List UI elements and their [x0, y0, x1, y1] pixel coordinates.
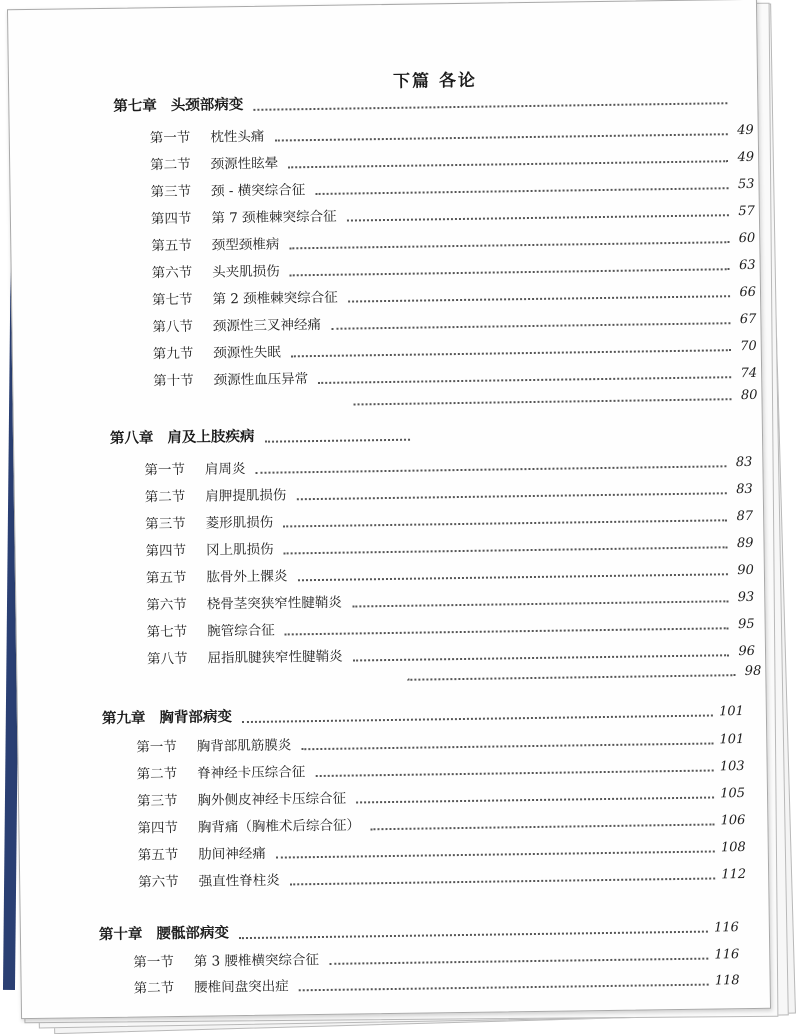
dot-leader [354, 398, 732, 405]
page-number: 66 [739, 284, 757, 301]
toc-page [7, 0, 771, 1019]
page-number: 106 [720, 813, 746, 829]
trailing-entry [153, 388, 757, 411]
dot-leader [274, 133, 727, 141]
section-label: 第六节 [151, 264, 193, 282]
section-title: 颈源性血压异常 [213, 371, 309, 389]
chapter-heading[interactable] [99, 914, 739, 944]
page-number: 101 [718, 704, 744, 720]
section-entry[interactable] [152, 280, 756, 308]
dot-leader [353, 654, 729, 661]
section-label: 第三节 [150, 183, 192, 201]
chapter-label: 第九章 [101, 710, 146, 728]
section-entry[interactable] [145, 477, 753, 505]
page-number: 118 [714, 973, 740, 989]
dot-leader [407, 674, 735, 681]
page-number: 89 [736, 535, 754, 552]
section-title: 颈源性失眠 [213, 344, 281, 362]
section-title: 胸外侧皮神经卡压综合征 [197, 790, 347, 809]
dot-leader [291, 349, 731, 357]
chapter-label: 第七章 [113, 98, 157, 115]
chapter-name: 肩及上肢疾病 [167, 428, 255, 447]
section-entry[interactable] [152, 307, 756, 335]
section-entry[interactable] [152, 253, 756, 281]
page-number: 96 [738, 643, 756, 660]
section-label: 第四节 [145, 542, 187, 560]
section-title: 颈源性眩晕 [210, 155, 279, 173]
dot-leader [301, 742, 713, 750]
chapter-heading[interactable] [110, 423, 410, 448]
section-label: 第一节 [133, 954, 174, 971]
dot-leader [290, 877, 716, 885]
section-title: 腕管综合征 [207, 622, 275, 640]
section-entry[interactable] [147, 639, 755, 667]
section-entry[interactable] [137, 754, 745, 782]
section-label: 第二节 [133, 980, 175, 997]
dot-leader [289, 241, 729, 249]
section-title: 第 3 腰椎横突综合征 [193, 952, 320, 970]
chapter-heading[interactable] [113, 86, 733, 116]
section-entry[interactable] [133, 942, 739, 970]
dot-leader [315, 769, 714, 777]
section-label: 第二节 [150, 156, 191, 174]
section-label: 第六节 [146, 596, 187, 614]
section-title: 头夹肌损伤 [212, 263, 280, 281]
chapter-name: 腰骶部病变 [156, 925, 230, 943]
section-label: 第八节 [146, 650, 188, 668]
section-entry[interactable] [144, 450, 752, 478]
section-title: 桡骨茎突狭窄性腱鞘炎 [206, 594, 342, 613]
dot-leader [299, 984, 709, 992]
dot-leader [352, 600, 728, 607]
chapter-label: 第八章 [109, 430, 154, 447]
section-entry[interactable] [150, 118, 754, 146]
section-entry[interactable] [147, 612, 755, 640]
dot-leader [329, 958, 708, 965]
page-number: 67 [739, 311, 757, 328]
dot-leader [239, 931, 708, 940]
page-number: 87 [736, 508, 754, 525]
section-title: 肱骨外上髁炎 [206, 568, 288, 586]
section-label: 第一节 [136, 738, 177, 756]
dot-leader [283, 519, 727, 527]
section-label: 第四节 [150, 210, 192, 228]
page-number: 112 [721, 867, 747, 883]
chapter-name: 头颈部病变 [170, 96, 244, 115]
dot-leader [288, 160, 728, 168]
page-number: 57 [738, 203, 755, 220]
section-label: 第二节 [144, 488, 186, 506]
section-title: 肩周炎 [204, 461, 246, 478]
dot-leader [285, 627, 729, 635]
section-label: 第一节 [149, 129, 191, 147]
section-title: 冈上肌损伤 [205, 541, 274, 559]
section-entry[interactable] [145, 504, 753, 532]
section-entry[interactable] [137, 781, 745, 809]
section-label: 第三节 [136, 792, 178, 810]
section-title: 第 2 颈椎棘突综合征 [212, 289, 338, 308]
section-title: 肩胛提肌损伤 [205, 487, 287, 505]
page-number: 80 [740, 387, 758, 404]
section-label: 第九节 [152, 345, 194, 363]
page-number: 93 [737, 589, 755, 606]
section-label: 第四节 [137, 819, 179, 837]
section-entry[interactable] [153, 334, 757, 362]
section-label: 第十节 [153, 372, 194, 390]
dot-leader [356, 796, 714, 803]
section-entry[interactable] [151, 199, 755, 227]
dot-leader [347, 214, 729, 221]
page-number: 49 [737, 122, 754, 139]
page-number: 90 [737, 562, 754, 579]
section-label: 第七节 [146, 623, 188, 641]
section-entry[interactable] [145, 531, 753, 559]
section-title: 颈源性三叉神经痛 [212, 316, 322, 335]
section-entry[interactable] [136, 727, 744, 755]
page-number: 108 [720, 840, 746, 856]
section-title: 胸背部肌筋膜炎 [196, 737, 292, 755]
section-title: 菱形肌损伤 [205, 514, 274, 532]
section-entry[interactable] [153, 361, 757, 389]
dot-leader [265, 439, 411, 443]
page-number: 101 [719, 732, 745, 748]
section-label: 第二节 [136, 765, 178, 783]
section-entry[interactable] [146, 558, 754, 586]
section-label: 第七节 [151, 291, 193, 309]
section-label: 第六节 [138, 873, 179, 891]
page-number: 83 [735, 454, 753, 471]
page-number: 98 [744, 663, 762, 680]
dot-leader [331, 322, 730, 330]
trailing-entry [147, 664, 761, 688]
section-entry[interactable] [151, 226, 755, 254]
dot-leader [290, 268, 730, 276]
page-number: 83 [736, 481, 753, 498]
section-title: 胸背痛（胸椎术后综合征） [197, 817, 361, 836]
dot-leader [297, 573, 727, 581]
section-title: 颈 - 横突综合征 [210, 182, 306, 200]
section-entry[interactable] [138, 862, 746, 890]
section-title: 屈指肌腱狭窄性腱鞘炎 [207, 648, 343, 667]
page-number: 116 [713, 920, 739, 936]
section-entry[interactable] [138, 835, 746, 863]
section-title: 强直性脊柱炎 [198, 872, 280, 890]
section-entry[interactable] [137, 808, 745, 836]
page-number: 63 [738, 257, 756, 274]
dot-leader [315, 187, 728, 195]
section-title: 第 7 颈椎棘突综合征 [211, 208, 337, 227]
part-title: 下篇 各论 [392, 70, 478, 92]
page-number: 60 [738, 230, 756, 247]
page-number: 116 [714, 947, 740, 963]
section-entry[interactable] [134, 968, 740, 996]
section-title: 枕性头痛 [210, 128, 265, 146]
dot-leader [276, 850, 715, 858]
dot-leader [318, 376, 731, 384]
section-title: 腰椎间盘突出症 [194, 978, 289, 996]
dot-leader [284, 546, 728, 554]
section-label: 第三节 [145, 515, 186, 533]
page-number: 105 [720, 786, 746, 802]
section-title: 肋间神经痛 [198, 845, 266, 863]
section-label: 第一节 [144, 461, 186, 479]
section-entry[interactable] [146, 585, 754, 613]
section-label: 第五节 [145, 569, 187, 587]
page-number: 74 [740, 365, 758, 382]
section-title: 脊神经卡压综合征 [197, 764, 306, 782]
chapter-name: 胸背部病变 [159, 709, 233, 727]
dot-leader [242, 714, 713, 723]
section-label: 第八节 [152, 318, 194, 336]
dot-leader [370, 823, 715, 830]
dot-leader [253, 102, 727, 111]
page-number: 95 [737, 616, 755, 633]
dot-leader [255, 465, 726, 474]
section-entry[interactable] [150, 145, 754, 173]
page-number: 53 [737, 176, 755, 193]
section-entry[interactable] [150, 172, 754, 200]
chapter-label: 第十章 [98, 926, 143, 944]
section-label: 第五节 [151, 237, 192, 255]
page-number: 49 [737, 149, 755, 166]
chapter-heading[interactable] [102, 698, 744, 728]
section-label: 第五节 [137, 846, 179, 864]
page-number: 70 [740, 338, 757, 355]
dot-leader [348, 295, 730, 302]
dot-leader [296, 492, 726, 500]
section-title: 颈型颈椎病 [211, 236, 280, 254]
page-number: 103 [719, 759, 745, 775]
